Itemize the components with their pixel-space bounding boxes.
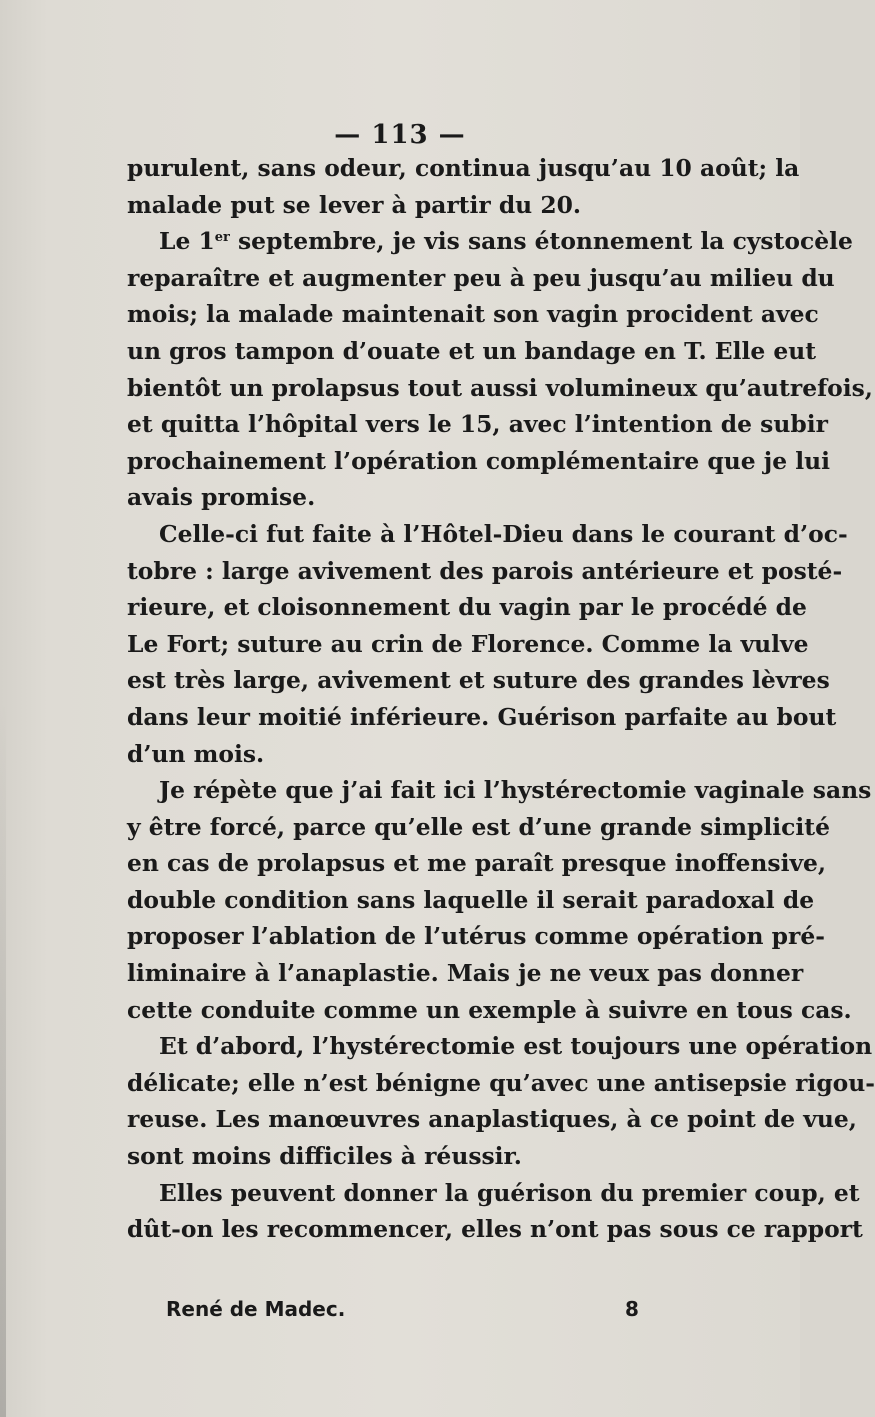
text-line-content: est très large, avivement et suture des grandes lèvres [127, 666, 830, 695]
text-line [127, 699, 837, 736]
text-line-content: Et d’abord, l’hystérectomie est toujours une opération [159, 1032, 873, 1061]
text-line [127, 918, 825, 955]
text-line [127, 553, 843, 590]
text-line-content: délicate; elle n’est bénigne qu’avec une antisepsie rigou- [127, 1068, 875, 1097]
text-line [127, 296, 819, 333]
text-line [127, 150, 800, 187]
text-line [127, 1138, 747, 1175]
text-line-content: cette conduite comme un exemple à suivre en tous cas. [127, 995, 852, 1024]
text-line-content: reuse. Les manœuvres anaplastiques, à ce point de vue, [127, 1105, 857, 1134]
text-line-content: et quitta l’hôpital vers le 15, avec l’intention de subir [127, 410, 828, 439]
text-line [127, 516, 848, 553]
text-line [127, 260, 835, 297]
text-line-content: y être forcé, parce qu’elle est d’une grande simplicité [127, 812, 830, 841]
text-line-content: purulent, sans odeur, continua jusqu’au 10 août; la [127, 154, 800, 182]
text-line [127, 479, 747, 516]
text-line [127, 882, 815, 919]
text-line [127, 333, 817, 370]
text-line [127, 223, 853, 260]
text-line-content: dût-on les recommencer, elles n’ont pas sous ce rapport [127, 1215, 863, 1244]
text-line-content: rieure, et cloisonnement du vagin par le procédé de [127, 593, 807, 622]
text-line [127, 1175, 860, 1212]
text-line [127, 1101, 857, 1138]
text-line [127, 443, 831, 480]
text-line [127, 1065, 875, 1102]
text-line-content: prochainement l’opération complémentaire que je lui [127, 446, 831, 475]
text-line [127, 809, 830, 846]
text-line-content: double condition sans laquelle il serait paradoxal de [127, 885, 815, 914]
text-line [127, 1028, 873, 1065]
text-line-content: septembre, je vis sans étonnement la cystocèle [229, 227, 853, 256]
ordinal-superscript: er [214, 230, 230, 246]
sheet-number: 8 [625, 1297, 639, 1321]
text-line-content: bientôt un prolapsus tout aussi volumineux qu’autrefois, [127, 373, 873, 402]
text-line [127, 589, 807, 626]
text-line-content: un gros tampon d’ouate et un bandage en T. Elle eut [127, 336, 817, 365]
text-line-content: Celle-ci fut faite à l’Hôtel-Dieu dans le courant d’oc- [159, 519, 848, 548]
text-line-content: avais promise. [127, 483, 316, 512]
text-line [127, 955, 804, 992]
text-line-content: reparaître et augmenter peu à peu jusqu’au milieu du [127, 263, 835, 292]
text-line-content: malade put se lever à partir du 20. [127, 190, 582, 219]
body-text [127, 150, 875, 1248]
text-line [127, 187, 747, 224]
text-line-prefix: Le 1 [159, 227, 215, 256]
text-line-content: tobre : large avivement des parois antérieure et posté- [127, 556, 843, 585]
text-line [127, 406, 828, 443]
text-line [127, 845, 827, 882]
page-number: — 113 — [334, 120, 466, 150]
text-line-content: en cas de prolapsus et me paraît presque inoffensive, [127, 849, 827, 878]
text-line-content: proposer l’ablation de l’utérus comme opération pré- [127, 922, 825, 951]
text-line [127, 370, 873, 407]
text-line-content: liminaire à l’anaplastie. Mais je ne veux pas donner [127, 959, 804, 988]
text-line [127, 772, 872, 809]
text-line-content: Elles peuvent donner la guérison du premier coup, et [159, 1178, 860, 1207]
text-line-content: Le Fort; suture au crin de Florence. Comme la vulve [127, 629, 809, 658]
text-line [127, 662, 830, 699]
text-line [127, 992, 852, 1029]
text-line-content: sont moins difficiles à réussir. [127, 1142, 522, 1171]
text-line-content: Je répète que j’ai fait ici l’hystérectomie vaginale sans [159, 776, 872, 805]
text-line [127, 736, 747, 773]
text-line-content: mois; la malade maintenait son vagin procident avec [127, 300, 819, 329]
text-line [127, 1211, 863, 1248]
signature-footer: René de Madec. [166, 1297, 346, 1321]
text-line-content: d’un mois. [127, 739, 265, 768]
text-line-content: dans leur moitié inférieure. Guérison parfaite au bout [127, 702, 837, 731]
text-line [127, 626, 809, 663]
page-edge-shadow [0, 700, 6, 1417]
